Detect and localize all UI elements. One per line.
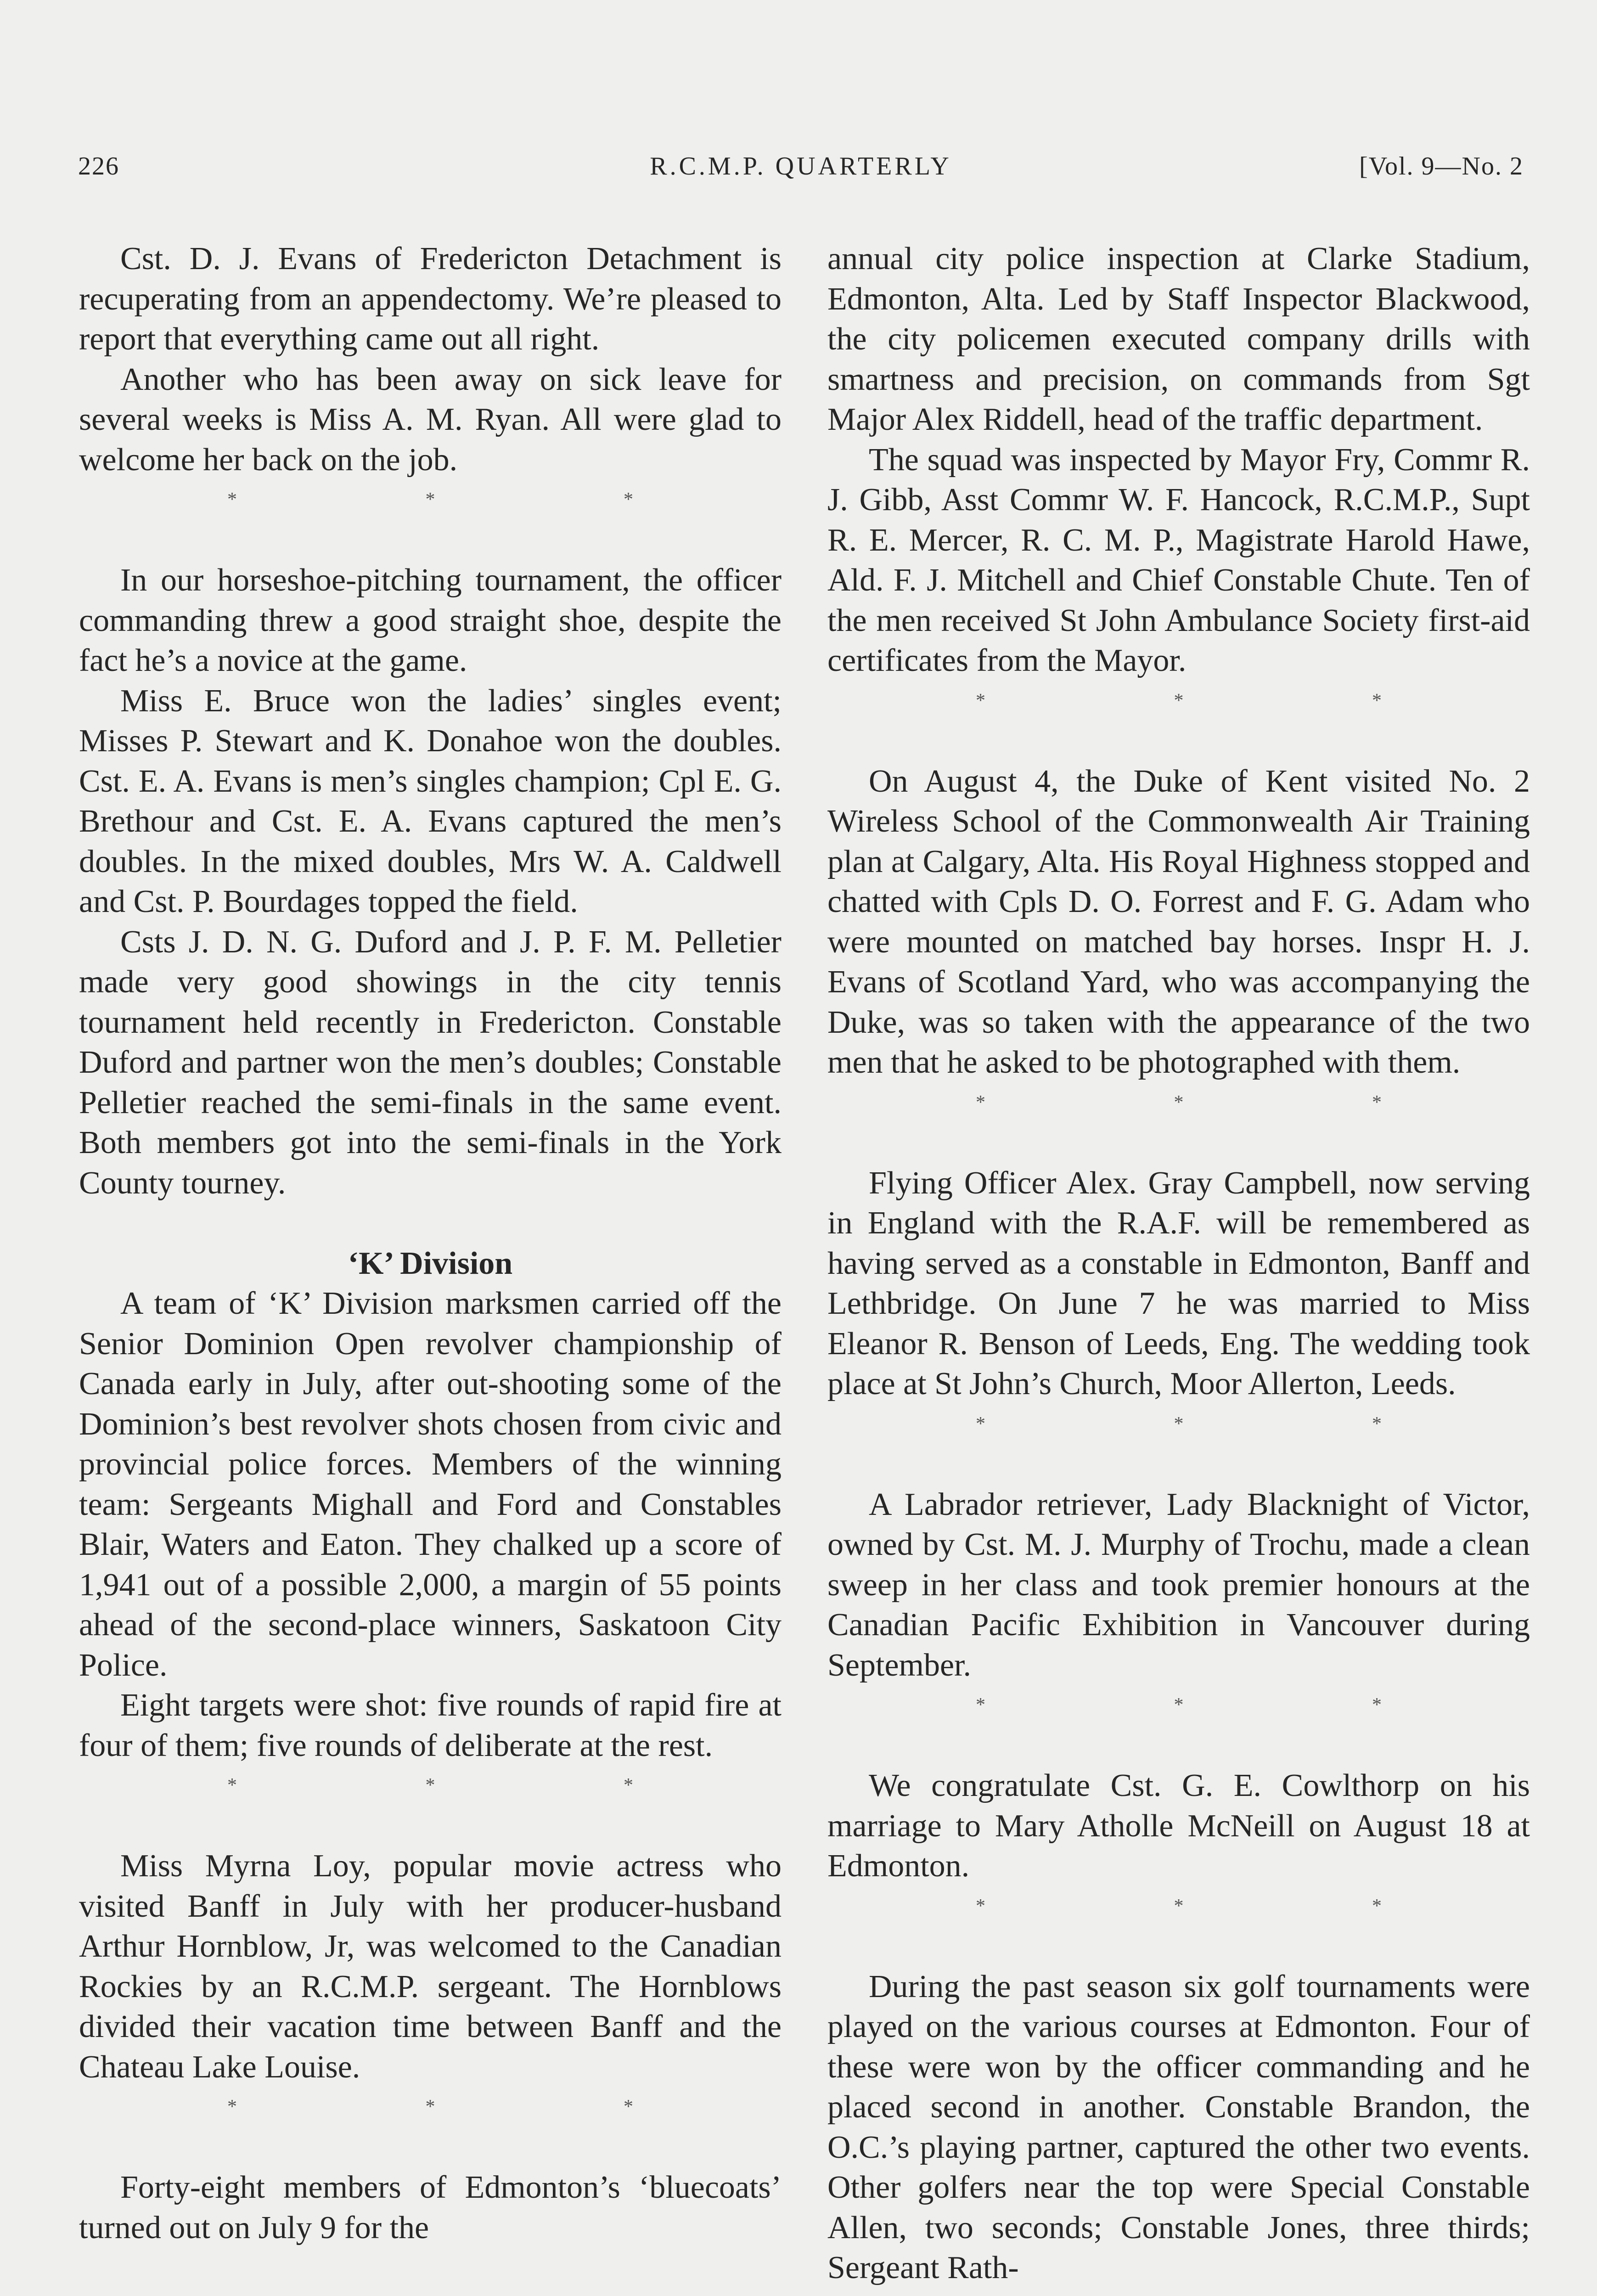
paragraph: Flying Officer Alex. Gray Campbell, now serving in England with the R.A.F. will be remembered as having served as a constable in Edmonton, Banff and Lethbridge. On June 7 he was married to Miss Eleanor R. Benson of Leeds, Eng. The wedding took place at St John’s Church, Moor Allerton, Leeds. bbox=[827, 1165, 1530, 1401]
section-separator: * * * bbox=[227, 489, 725, 510]
paragraph: We congratulate Cst. G. E. Cowlthorp on his marriage to Mary Atholle McNeill on August 18 at Edmonton. bbox=[827, 1768, 1530, 1884]
paragraph: annual city police inspection at Clarke Stadium, Edmonton, Alta. Led by Staff Inspector Blackwood, the city policemen executed company drills with smartness and precision, on commands from Sgt Major Alex Riddell, head of the traffic department. bbox=[827, 241, 1530, 437]
section-separator: * * * bbox=[227, 1775, 725, 1796]
page-number: 226 bbox=[78, 152, 119, 180]
paragraph: Miss E. Bruce won the ladies’ singles event; Misses P. Stewart and K. Donahoe won the doubles. Cst. E. A. Evans is men’s singles champion; Cpl E. G. Brethour and Cst. E. A. Evans captured the men’s doubles. In the mixed doubles, Mrs W. A. Caldwell and Cst. P. Bourdages topped the field. bbox=[79, 683, 782, 919]
paragraph: On August 4, the Duke of Kent visited No. 2 Wireless School of the Commonwealth Air Training plan at Calgary, Alta. His Royal Highness stopped and chatted with Cpls D. O. Forrest and F. G. Adam who were mounted on matched bay horses. Inspr H. J. Evans of Scotland Yard, who was accompanying the Duke, was so taken with the appearance of the two men that he asked to be photographed with them. bbox=[827, 763, 1530, 1080]
page-header bbox=[78, 152, 1524, 193]
paragraph: Another who has been away on sick leave for several weeks is Miss A. M. Ryan. All were glad to welcome her back on the job. bbox=[79, 361, 782, 478]
section-separator: * * * bbox=[976, 1694, 1473, 1716]
paragraph: Miss Myrna Loy, popular movie actress who visited Banff in July with her producer-husband Arthur Hornblow, Jr, was welcomed to the Canadian Rockies by an R.C.M.P. sergeant. The Hornblows divided their vacation time between Banff and the Chateau Lake Louise. bbox=[79, 1848, 782, 2085]
journal-title: R.C.M.P. QUARTERLY bbox=[650, 152, 952, 180]
volume-label: [Vol. 9—No. 2 bbox=[1359, 152, 1524, 180]
paragraph: Forty-eight members of Edmonton’s ‘bluecoats’ turned out on July 9 for the bbox=[79, 2170, 782, 2245]
paragraph: Csts J. D. N. G. Duford and J. P. F. M. Pelletier made very good showings in the city tennis tournament held recently in Fredericton. Constable Duford and partner won the men’s doubles; Constable Pelletier reached the semi-finals in the same event. Both members got into the semi-finals in the York County tourney. bbox=[79, 924, 782, 1201]
paragraph: In our horseshoe-pitching tournament, the officer commanding threw a good straight shoe, despite the fact he’s a novice at the game. bbox=[79, 563, 782, 678]
section-separator: * * * bbox=[976, 1895, 1473, 1917]
section-separator: * * * bbox=[976, 690, 1473, 711]
section-separator: * * * bbox=[976, 1413, 1473, 1435]
paragraph: A team of ‘K’ Division marksmen carried off the Senior Dominion Open revolver championship of Canada early in July, after out-shooting some of the Dominion’s best revolver shots chosen from civic and provincial police forces. Members of the winning team: Sergeants Mighall and Ford and Constables Blair, Waters and Eaton. They chalked up a score of 1,941 out of a possible 2,000, a margin of 55 points ahead of the second-place winners, Saskatoon City Police. bbox=[79, 1286, 782, 1683]
section-separator: * * * bbox=[227, 2096, 725, 2117]
paragraph: A Labrador retriever, Lady Blacknight of Victor, owned by Cst. M. J. Murphy of Trochu, made a clean sweep in her class and took premier honours at the Canadian Pacific Exhibition in Vancouver during September. bbox=[827, 1486, 1530, 1683]
left-column bbox=[79, 239, 782, 2248]
paragraph: Eight targets were shot: five rounds of rapid fire at four of them; five rounds of deliberate at the rest. bbox=[79, 1688, 782, 1763]
paragraph: During the past season six golf tournaments were played on the various courses at Edmonton. Four of these were won by the officer commanding and he placed second in another. Constable Brandon, the O.C.’s playing partner, captured the other two events. Other golfers near the top were Special Constable Allen, two seconds; Constable Jones, three thirds; Sergeant Rath- bbox=[827, 1969, 1530, 2285]
section-separator: * * * bbox=[976, 1092, 1473, 1113]
paragraph: Cst. D. J. Evans of Fredericton Detachment is recuperating from an appendectomy. We’re pleased to report that everything came out all right. bbox=[79, 241, 782, 357]
right-column bbox=[827, 239, 1530, 2288]
section-heading: ‘K’ Division bbox=[348, 1245, 513, 1281]
paragraph: The squad was inspected by Mayor Fry, Commr R. J. Gibb, Asst Commr W. F. Hancock, R.C.M.P., Supt R. E. Mercer, R. C. M. P., Magistrate Harold Hawe, Ald. F. J. Mitchell and Chief Constable Chute. Ten of the men received St John Ambulance Society first-aid certificates from the Mayor. bbox=[827, 442, 1530, 678]
